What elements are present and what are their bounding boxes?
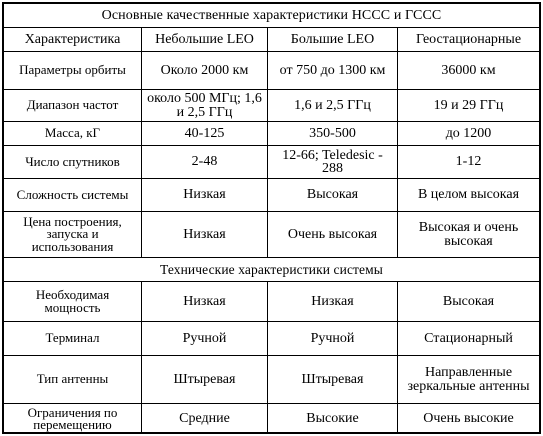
table-header-row <box>4 28 539 52</box>
section-title-row <box>4 258 539 282</box>
table-row <box>4 146 539 179</box>
header-small-leo: Небольшие LEO <box>142 28 268 51</box>
cell-small-leo: около 500 МГц; 1,6 и 2,5 ГГц <box>142 90 268 121</box>
header-characteristic: Характеристика <box>4 28 142 51</box>
cell-geo: Высокая <box>442 293 495 309</box>
table-row <box>4 52 539 90</box>
row-label: Параметры орбиты <box>4 52 142 89</box>
row-label: Тип антенны <box>4 356 142 403</box>
header-big-leo: Большие LEO <box>268 28 398 51</box>
cell-geo: 19 и 29 ГГц <box>433 97 504 113</box>
cell-big-leo: 350-500 <box>268 122 398 145</box>
table-row <box>4 179 539 212</box>
table-row <box>4 322 539 356</box>
row-label: Число спутников <box>4 146 142 178</box>
cell-small-leo: 2-48 <box>142 146 268 178</box>
cell-small-leo: Низкая <box>142 282 268 321</box>
cell-geo: Направленные зеркальные антенны <box>407 365 530 394</box>
characteristics-table <box>2 2 541 434</box>
cell-big-leo: 12-66; Teledesic - 288 <box>268 146 398 178</box>
row-label: Цена построения, запуска и использования <box>4 212 142 257</box>
row-label: Диапазон частот <box>4 90 142 121</box>
cell-geo: Очень высокие <box>423 411 514 426</box>
cell-big-leo: 1,6 и 2,5 ГГц <box>268 90 398 121</box>
row-label: Ограничения по перемещению <box>4 404 142 434</box>
cell-big-leo: Низкая <box>268 282 398 321</box>
table-row <box>4 90 539 122</box>
table-title-row <box>4 4 539 28</box>
table-row <box>4 122 539 146</box>
cell-big-leo: Ручной <box>268 322 398 355</box>
cell-big-leo: от 750 до 1300 км <box>268 52 398 89</box>
table-row <box>4 356 539 404</box>
cell-small-leo: Около 2000 км <box>142 52 268 89</box>
table-row <box>4 282 539 322</box>
row-label: Терминал <box>4 322 142 355</box>
table-row <box>4 404 539 434</box>
header-geo: Геостационарные <box>415 31 522 47</box>
cell-geo: В целом высокая <box>417 187 520 202</box>
cell-big-leo: Штыревая <box>268 356 398 403</box>
cell-small-leo: Штыревая <box>142 356 268 403</box>
row-label: Сложность системы <box>4 179 142 211</box>
cell-small-leo: Низкая <box>142 212 268 257</box>
section-title: Технические характеристики системы <box>160 261 383 277</box>
cell-small-leo: Низкая <box>142 179 268 211</box>
row-label: Необходимая мощность <box>4 282 142 321</box>
cell-small-leo: Ручной <box>142 322 268 355</box>
cell-big-leo: Высокая <box>268 179 398 211</box>
table-title: Основные качественные характеристики НССС и ГССС <box>101 7 442 23</box>
cell-geo: Высокая и очень высокая <box>418 220 519 249</box>
cell-big-leo: Высокие <box>268 404 398 434</box>
table-row <box>4 212 539 258</box>
cell-small-leo: Средние <box>142 404 268 434</box>
cell-geo: 1-12 <box>455 154 482 169</box>
row-label: Масса, кГ <box>4 122 142 145</box>
cell-geo: до 1200 <box>445 125 492 141</box>
cell-geo: Стационарный <box>424 330 513 346</box>
cell-geo: 36000 км <box>441 62 496 78</box>
cell-big-leo: Очень высокая <box>268 212 398 257</box>
cell-small-leo: 40-125 <box>142 122 268 145</box>
